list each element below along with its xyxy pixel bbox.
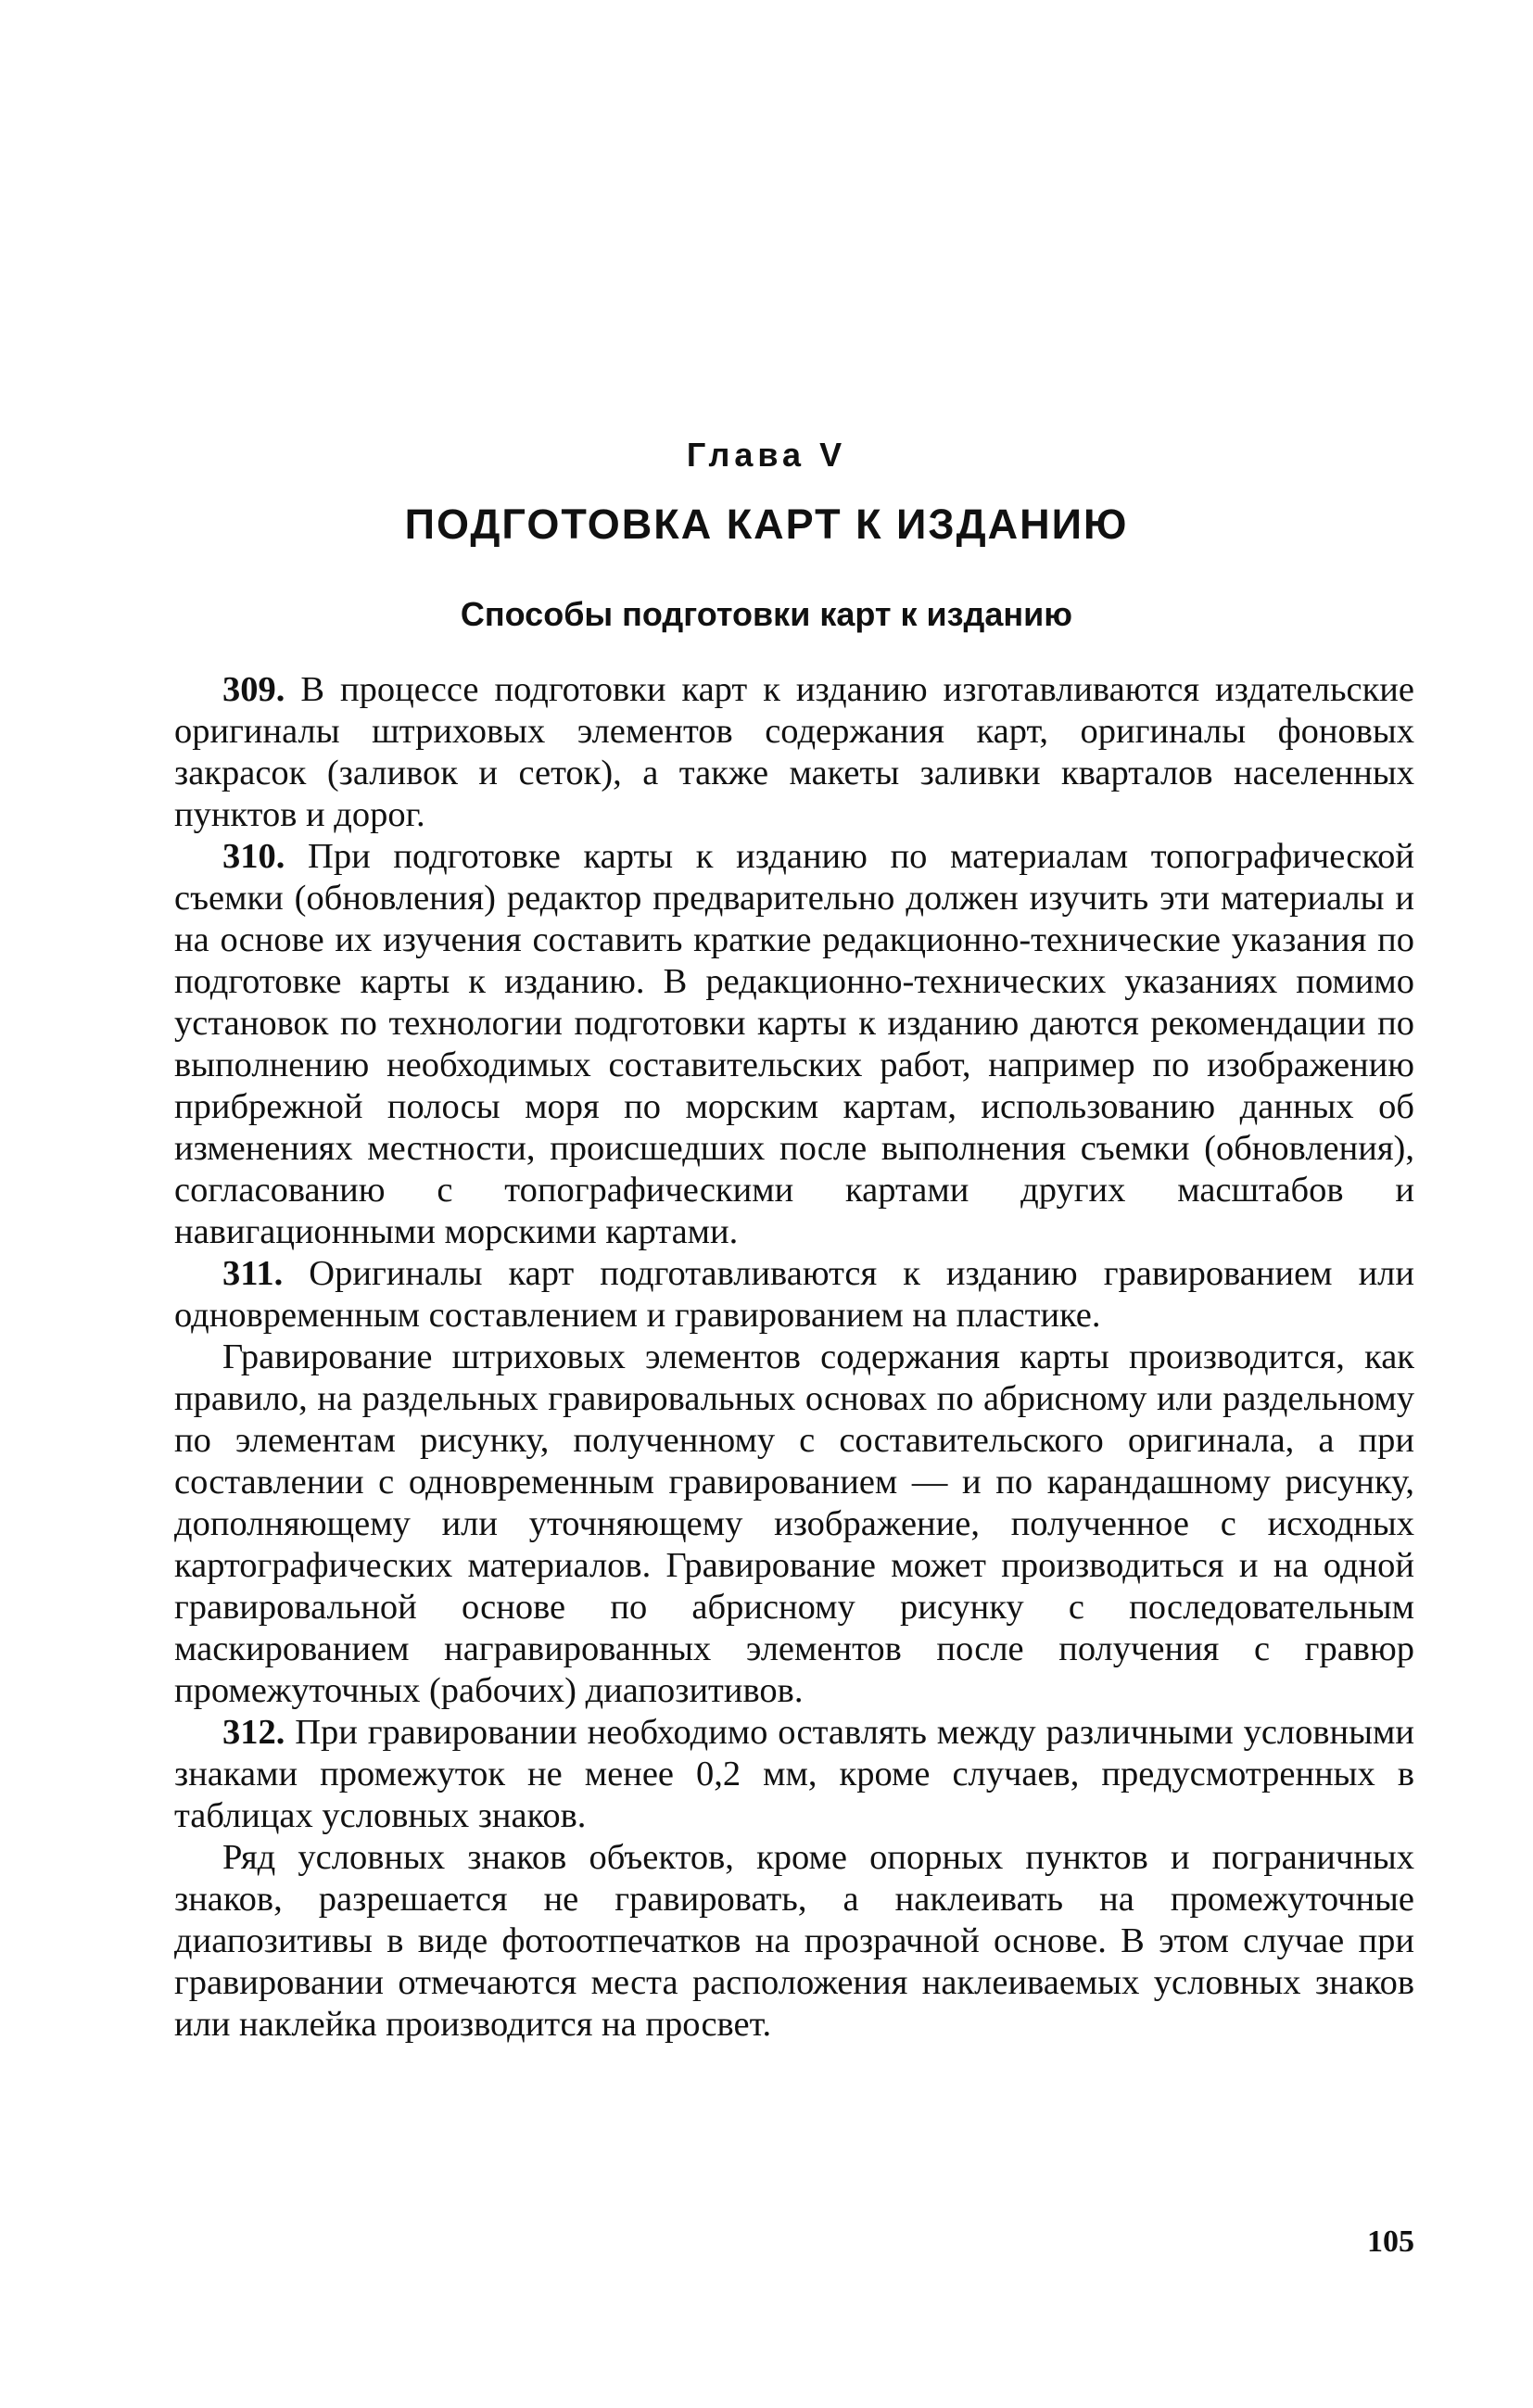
paragraph-number: 310. xyxy=(222,837,285,876)
paragraph-text: Гравирование штриховых элементов содержания карты производится, как правило, на раздельных гравировальных основах по абрисному или раздельному по элементам рисунку, полученному с составительского оригинала, а при составлении с одновременным гравированием — и по карандашному рисунку, дополняющему или уточняющему изображение, полученное с исходных картографических материалов. Гравирование может производиться и на одной гравировальной основе по абрисному рисунку с последовательным маскированием награвированных элементов после получения с гравюр промежуточных (рабочих) диапозитивов. xyxy=(174,1337,1414,1710)
page-number: 105 xyxy=(1367,2224,1414,2259)
paragraph-text: В процессе подготовки карт к изданию изготавливаются издательские оригиналы штриховых элементов содержания карт, оригиналы фоновых закрасок (заливок и сеток), а также макеты заливки кварталов населенных пунктов и дорог. xyxy=(174,670,1414,834)
paragraph-310 xyxy=(174,836,1414,1253)
chapter-title: ПОДГОТОВКА КАРТ К ИЗДАНИЮ xyxy=(404,501,1129,548)
paragraph-309 xyxy=(174,669,1414,836)
paragraph-number: 309. xyxy=(222,670,285,709)
paragraph-number: 311. xyxy=(222,1254,284,1293)
paragraph-312-continuation xyxy=(174,1837,1414,2046)
chapter-label: Глава V xyxy=(686,436,847,474)
section-title: Способы подготовки карт к изданию xyxy=(460,595,1073,633)
paragraph-text: При гравировании необходимо оставлять между различными условными знаками промежуток не менее 0,2 мм, кроме случаев, предусмотренных в таблицах условных знаков. xyxy=(174,1713,1414,1835)
body-text xyxy=(174,669,1414,2046)
paragraph-311-continuation xyxy=(174,1337,1414,1712)
paragraph-number: 312. xyxy=(222,1713,285,1752)
paragraph-text: При подготовке карты к изданию по материалам топографической съемки (обновления) редактор предварительно должен изучить эти материалы и на основе их изучения составить краткие редакционно-технические указания по подготовке карты к изданию. В редакционно-технических указаниях помимо установок по технологии подготовки карты к изданию даются рекомендации по выполнению необходимых составительских работ, например по изображению прибрежной полосы моря по морским картам, использованию данных об изменениях местности, происшедших после выполнения съемки (обновления), согласованию с топографическими картами других масштабов и навигационными морскими картами. xyxy=(174,837,1414,1251)
paragraph-text: Ряд условных знаков объектов, кроме опорных пунктов и пограничных знаков, разрешается не гравировать, а наклеивать на промежуточные диапозитивы в виде фотоотпечатков на прозрачной основе. В этом случае при гравировании отмечаются места расположения наклеиваемых условных знаков или наклейка производится на просвет. xyxy=(174,1838,1414,2044)
paragraph-311 xyxy=(174,1253,1414,1337)
paragraph-312 xyxy=(174,1712,1414,1837)
paragraph-text: Оригиналы карт подготавливаются к изданию гравированием или одновременным составлением и гравированием на пластике. xyxy=(174,1254,1414,1335)
